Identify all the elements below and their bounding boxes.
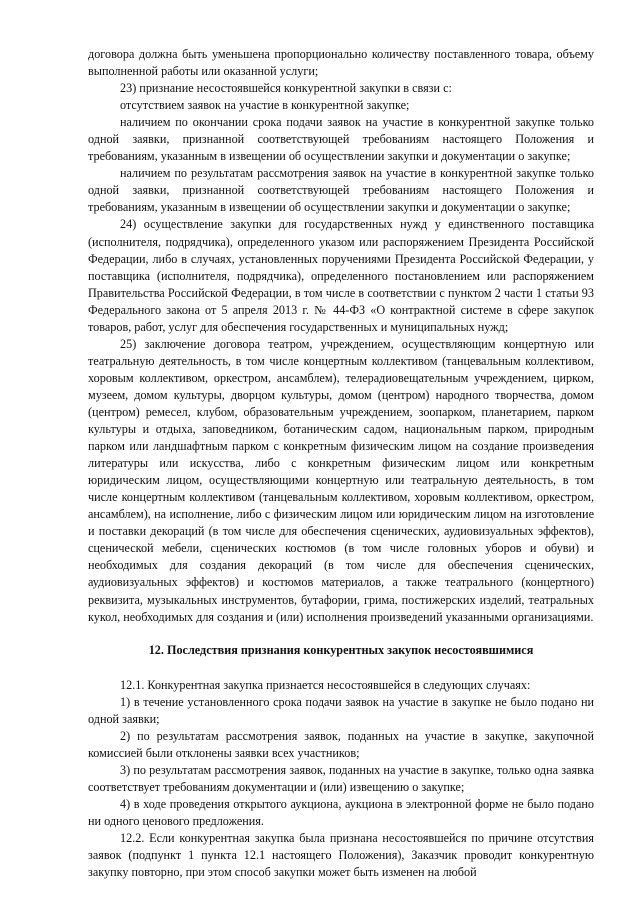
- clause-12-1: 12.1. Конкурентная закупка признается несостоявшейся в следующих случаях:: [120, 677, 531, 692]
- clause-12-1-item-1: 1) в течение установленного срока подачи заявок на участие в закупке не было подано ни одной заявки;: [88, 694, 594, 726]
- clause-12-1-item-4: 4) в ходе проведения открытого аукциона, аукциона в электронной форме не было подано ни одного ценового предложения.: [88, 796, 594, 828]
- item-23-reason-single-bid-deadline: наличием по окончании срока подачи заявок на участие в конкурентной закупке только одной заявки, признанной соответствующей требованиям настоящего Положения и требованиям, указанным в извещении об осуществлении закупки и документации о закупке;: [88, 115, 594, 164]
- item-23-reason-no-bids: отсутствием заявок на участие в конкурентной закупке;: [120, 98, 410, 113]
- clause-12-1-item-2: 2) по результатам рассмотрения заявок, поданных на участие в закупке, закупочной комиссией были отклонены заявки всех участников;: [88, 728, 594, 760]
- item-25: 25) заключение договора театром, учреждением, осуществляющим концертную или театральную деятельность, в том числе концертным коллективом (танцевальным коллективом, хоровым коллективом, оркестром, ансамблем), телерадиовещательным учреждением, цирком, музеем, домом культуры, дворцом культуры, домом (центром) народного творчества, домом (центром) ремесел, клубом, образовательным учреждением, зоопарком, планетарием, парком культуры и отдыха, заповедником, ботаническим садом, национальным парком, природным парком или ландшафтным парком с конкретным физическим лицом на создание произведения литературы или искусства, либо с конкретным физическим лицом или конкретным юридическим лицом, осуществляющими концертную или театральную деятельность, в том числе концертным коллективом (танцевальным коллективом, хоровым коллективом, оркестром, ансамблем), на исполнение, либо с физическим лицом или юридическим лицом на изготовление и поставки декораций (в том числе для обеспечения сценических, аудиовизуальных эффектов), сценической мебели, сценических костюмов (в том числе головных уборов и обуви) и необходимых для создания декораций (в том числе для обеспечения сценических, аудиовизуальных эффектов) и костюмов материалов, а также театрального (концертного) реквизита, музыкальных инструментов, бутафории, грима, постижерских изделий, театральных кукол, необходимых для создания и (или) исполнения произведений указанными организациями.: [88, 336, 594, 624]
- clause-12-1-item-3: 3) по результатам рассмотрения заявок, поданных на участие в закупке, только одна заявка соответствует требованиям документации и (или) извещению о закупке;: [88, 762, 594, 794]
- section-heading-12: 12. Последствия признания конкурентных закупок несостоявшимися: [148, 642, 534, 657]
- paragraph-continuation: договора должна быть уменьшена пропорционально количеству поставленного товара, объему выполненной работы или оказанной услуги;: [88, 47, 594, 79]
- item-23: 23) признание несостоявшейся конкурентной закупки в связи с:: [120, 81, 452, 96]
- document-page: [88, 46, 594, 881]
- item-24: 24) осуществление закупки для государственных нужд у единственного поставщика (исполнителя, подрядчика), определенного указом или распоряжением Президента Российской Федерации, либо в случаях, установленных поручениями Президента Российской Федерации, у поставщика (исполнителя, подрядчика), определенного постановлением или распоряжением Правительства Российской Федерации, в том числе в соответствии с пунктом 2 части 1 статьи 93 Федерального закона от 5 апреля 2013 г. № 44-ФЗ «О контрактной системе в сфере закупок товаров, работ, услуг для обеспечения государственных и муниципальных нужд;: [88, 217, 594, 334]
- clause-12-2: 12.2. Если конкурентная закупка была признана несостоявшейся по причине отсутствия заявок (подпункт 1 пункта 12.1 настоящего Положения), Заказчик проводит конкурентную закупку повторно, при этом способ закупки может быть изменен на любой: [88, 831, 594, 880]
- item-23-reason-single-bid-review: наличием по результатам рассмотрения заявок на участие в конкурентной закупке только одной заявки, признанной соответствующей требованиям настоящего Положения и требованиям, указанным в извещении об осуществлении закупки и документации о закупке;: [88, 166, 594, 215]
